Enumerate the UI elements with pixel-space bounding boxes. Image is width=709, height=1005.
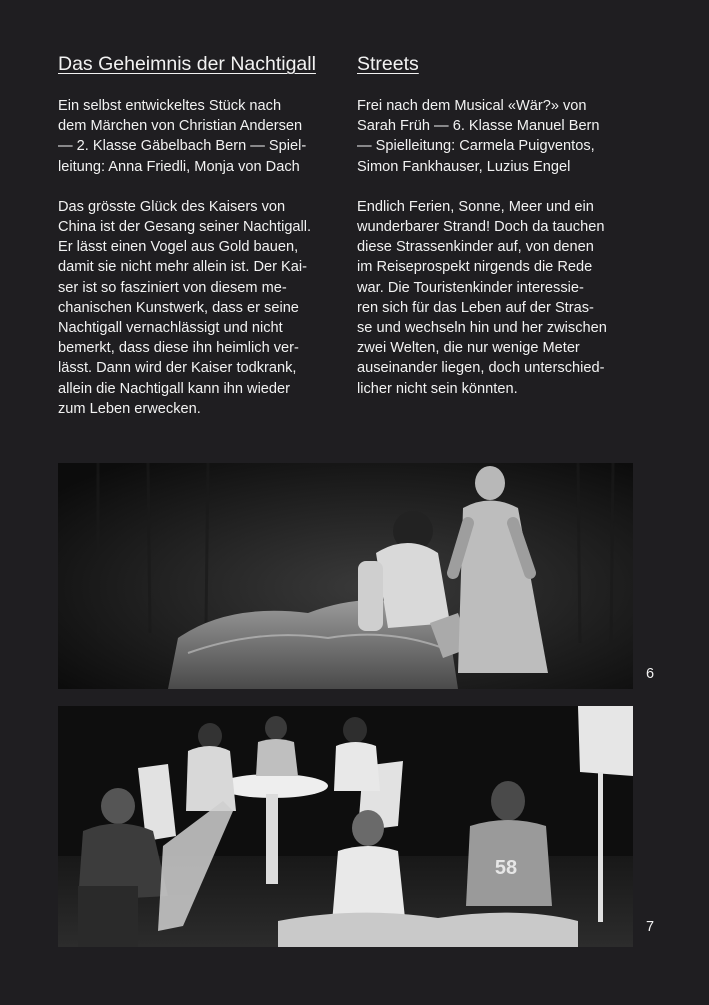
shirt-number-text: 58 [494,857,518,879]
page-number-7: 7 [646,919,655,935]
page-number-6: 6 [646,666,655,682]
play-synopsis-nachtigall: Das grösste Glück des Kaisers von China ist der Gesang seiner Nachtigall. Er lässt einen Vogel aus Gold bauen, damit sie nicht mehr allein ist. Der Kai- ser ist so fasziniert von diesem me- chanischen Kunstwerk, dass er seine Nachtigall vernachlässigt und nicht bemerkt, dass diese ihn heimlich ver- lässt. Dann wird der Kaiser todkrank, allein die Nachtigall kann ihn wieder zum Leben erwecken. [58,198,312,417]
play-title-nachtigall: Das Geheimnis der Nachtigall [58,53,316,75]
play-synopsis-streets: Endlich Ferien, Sonne, Meer und ein wunderbarer Strand! Doch da tauchen diese Strassenkinder auf, von denen im Reiseprospekt nirgends die Rede war. Die Touristenkinder interessie- ren sich für das Leben auf der Stras- se und wechseln hin und her zwischen zwei Welten, die nur wenige Meter auseinander liegen, doch unterschied- licher nicht sein könnten. [357,198,607,397]
stage-photo-nachtigall [58,463,633,689]
play-credits-nachtigall: Ein selbst entwickeltes Stück nach dem Märchen von Christian Andersen — 2. Klasse Gäbelbach Bern — Spiel- leitung: Anna Friedli, Monja von Dach [58,98,307,175]
stage-photo-streets [58,706,633,947]
play-credits-streets: Frei nach dem Musical «Wär?» von Sarah Früh — 6. Klasse Manuel Bern — Spielleitung: Carmela Puigventos, Simon Fankhauser, Luzius Engel [357,98,600,175]
stage-photo-nachtigall-image [58,463,633,689]
left-column [58,52,334,419]
right-column [357,52,633,399]
stage-photo-streets-image [58,706,633,947]
play-title-streets: Streets [357,53,419,75]
